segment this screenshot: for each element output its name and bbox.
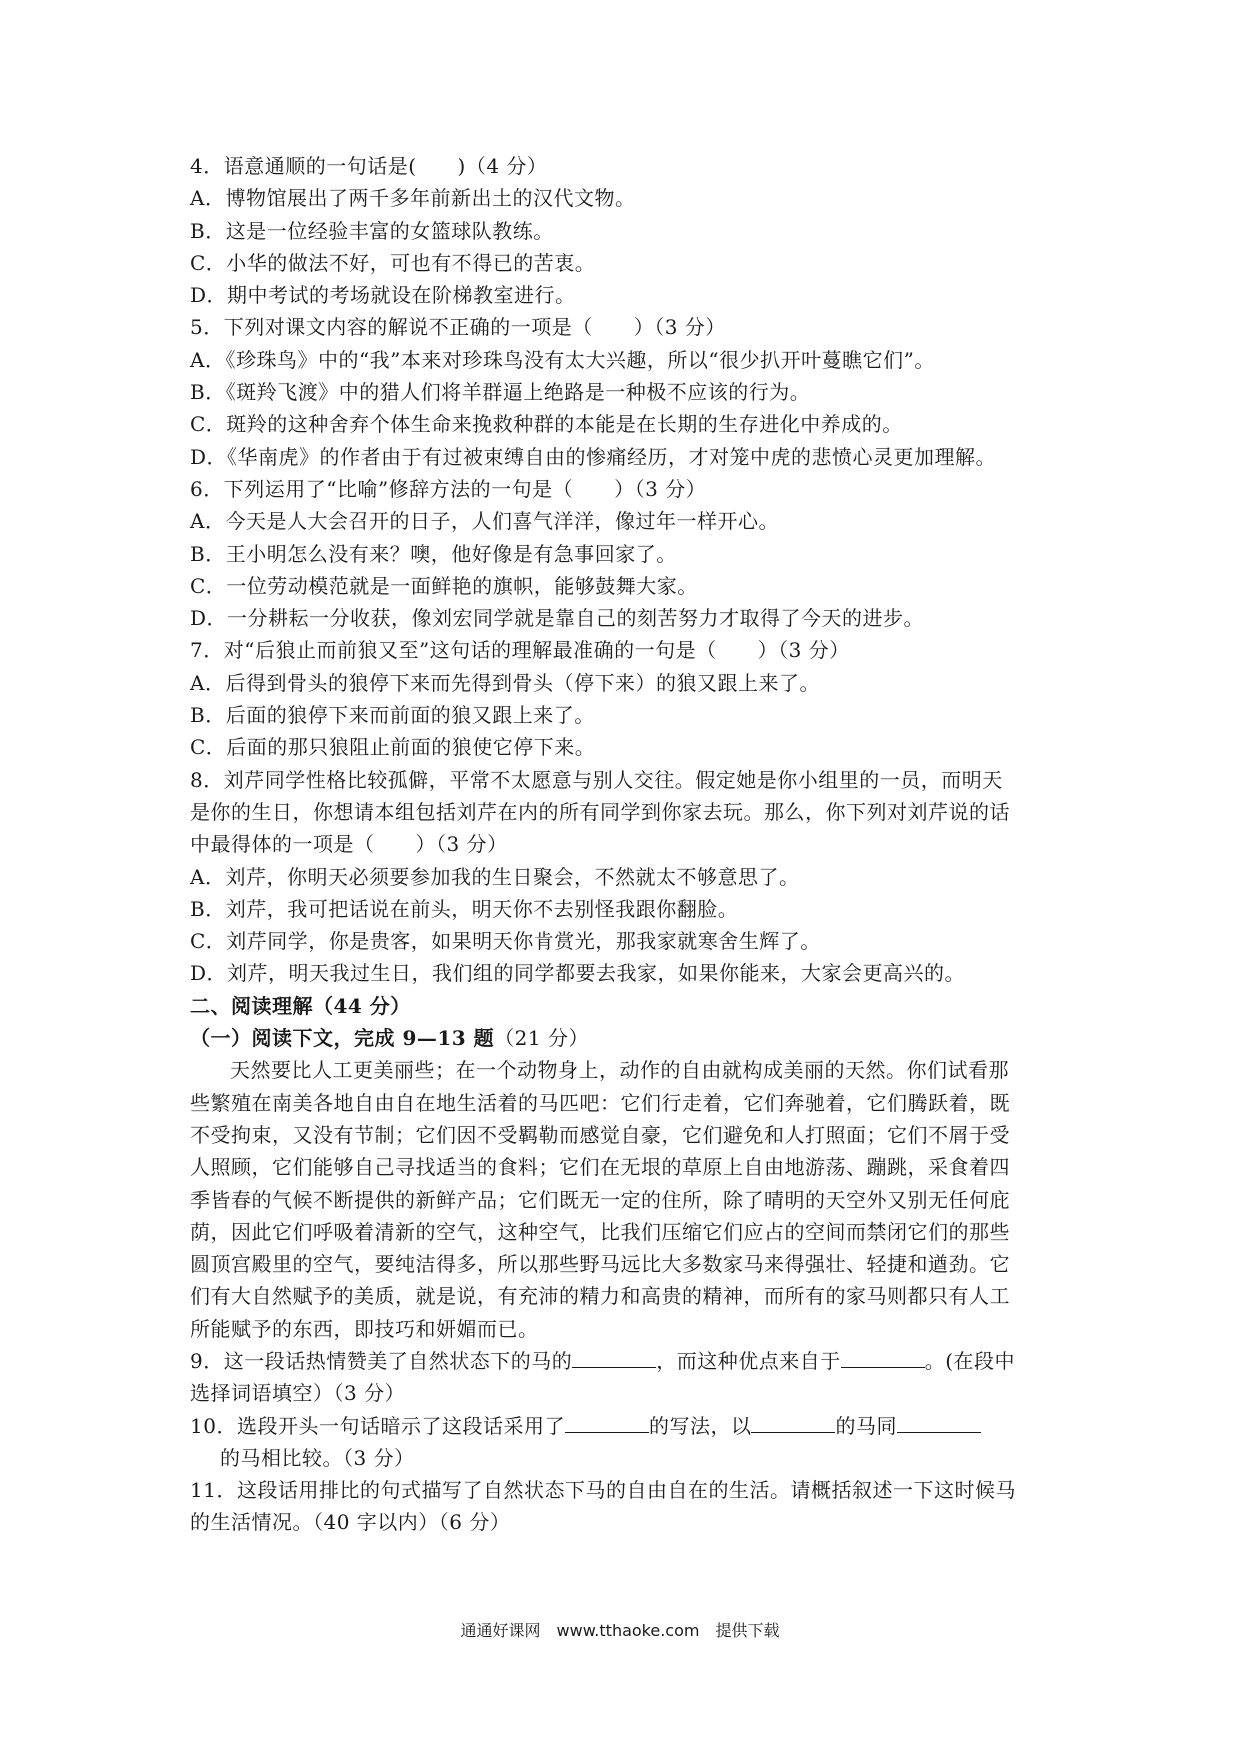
question-stem: 5．下列对课文内容的解说不正确的一项是（ ）（3 分） — [190, 315, 726, 340]
option-c: C．小华的做法不好，可也有不得已的苦衷。 — [190, 250, 596, 275]
answer-blank[interactable] — [897, 1412, 981, 1433]
answer-blank[interactable] — [565, 1412, 649, 1433]
option-d: D．一分耕耘一分收获，像刘宏同学就是靠自己的刻苦努力才取得了今天的进步。 — [190, 606, 925, 631]
q9-text-2: ，而这种优点来自于 — [656, 1348, 841, 1373]
option-a: A．后得到骨头的狼停下来而先得到骨头（停下来）的狼又跟上来了。 — [190, 670, 820, 695]
exam-content — [190, 150, 1020, 1539]
subsection-score: （21 分） — [494, 1026, 589, 1051]
subsection-heading: （一）阅读下文，完成 9—13 题 — [190, 1026, 495, 1051]
subsection-title — [190, 1022, 1020, 1054]
q10-text-1: 10．选段开头一句话暗示了这段话采用了 — [190, 1413, 565, 1438]
question-stem: 11．这段话用排比的句式描写了自然状态下马的自由自在的生活。请概括叙述一下这时候马的生活情况。（40 字以内）（6 分） — [190, 1478, 1016, 1535]
q10-line-1 — [190, 1410, 1020, 1442]
q10-text-4: 的马相比较。（3 分） — [220, 1445, 415, 1470]
section-reading — [190, 990, 1020, 1345]
option-d: D．《华南虎》的作者由于有过被束缚自由的惨痛经历，才对笼中虎的悲愤心灵更加理解。 — [190, 444, 997, 469]
question-stem: 4．语意通顺的一句话是( )（4 分） — [190, 154, 548, 178]
question-11 — [190, 1474, 1020, 1539]
question-10 — [190, 1410, 1020, 1475]
question-4 — [190, 150, 1020, 311]
option-b: B．王小明怎么没有来？噢，他好像是有急事回家了。 — [190, 541, 677, 566]
answer-blank[interactable] — [751, 1412, 835, 1433]
option-c: C．后面的那只狼阻止前面的狼使它停下来。 — [190, 735, 596, 760]
option-a: A．刘芹，你明天必须要参加我的生日聚会，不然就太不够意思了。 — [190, 864, 800, 889]
q9-text-3: 。(在段中选择词语填空）（3 分） — [190, 1348, 1016, 1406]
option-d: D．期中考试的考场就设在阶梯教室进行。 — [190, 283, 576, 308]
option-b: B．《斑羚飞渡》中的猎人们将羊群逼上绝路是一种极不应该的行为。 — [190, 380, 811, 405]
reading-passage: 天然要比人工更美丽些；在一个动物身上，动作的自由就构成美丽的天然。你们试看那些繁殖在南美各地自由自在地生活着的马匹吧：它们行走着，它们奔驰着，它们腾跃着，既不受拘束，又没有节制；它们因不受羁勒而感觉自豪，它们避免和人打照面；它们不屑于受人照顾，它们能够自己寻找适当的食料；它们在无垠的草原上自由地游荡、蹦跳，采食着四季皆春的气候不断提供的新鲜产品；它们既无一定的住所，除了晴明的天空外又别无任何庇荫，因此它们呼吸着清新的空气，这种空气，比我们压缩它们应占的空间而禁闭它们的那些圆顶宫殿里的空气，要纯洁得多，所以那些野马远比大多数家马来得强壮、轻捷和遒劲。它们有大自然赋予的美质，就是说，有充沛的精力和高贵的精神，而所有的家马则都只有人工所能赋予的东西，即技巧和妍媚而已。 — [190, 1058, 1010, 1341]
section-title: 二、阅读理解（44 分） — [190, 993, 411, 1018]
option-c: C．刘芹同学，你是贵客，如果明天你肯赏光，那我家就寒舍生辉了。 — [190, 929, 821, 954]
q9-text-1: 9．这一段话热情赞美了自然状态下的马的 — [190, 1348, 573, 1373]
question-5 — [190, 311, 1020, 472]
option-a: A．《珍珠鸟》中的“我”本来对珍珠鸟没有太大兴趣，所以“很少扒开叶蔓瞧它们”。 — [190, 347, 935, 372]
answer-blank[interactable] — [572, 1347, 656, 1368]
q10-text-3: 的马同 — [835, 1413, 897, 1438]
question-stem: 6．下列运用了“比喻”修辞方法的一句是（ ）（3 分） — [190, 476, 707, 501]
option-d: D．刘芹，明天我过生日，我们组的同学都要去我家，如果你能来，大家会更高兴的。 — [190, 961, 966, 986]
option-b: B．刘芹，我可把话说在前头，明天你不去别怪我跟你翻脸。 — [190, 896, 739, 921]
question-8 — [190, 764, 1020, 990]
question-6 — [190, 473, 1020, 634]
question-stem: 8．刘芹同学性格比较孤僻，平常不太愿意与别人交往。假定她是你小组里的一员，而明天是你的生日，你想请本组包括刘芹在内的所有同学到你家去玩。那么，你下列对刘芹说的话中最得体的一项是（ ）（3 分） — [190, 767, 1010, 857]
question-stem: 7．对“后狼止而前狼又至”这句话的理解最准确的一句是（ ）（3 分） — [190, 638, 850, 663]
option-b: B．后面的狼停下来而前面的狼又跟上来了。 — [190, 703, 595, 728]
option-c: C．一位劳动模范就是一面鲜艳的旗帜，能够鼓舞大家。 — [190, 573, 698, 598]
question-9 — [190, 1345, 1020, 1410]
option-a: A．今天是人大会召开的日子，人们喜气洋洋，像过年一样开心。 — [190, 509, 779, 534]
option-c: C．斑羚的这种舍弃个体生命来挽救种群的本能是在长期的生存进化中养成的。 — [190, 412, 903, 437]
option-a: A．博物馆展出了两千多年前新出土的汉代文物。 — [190, 186, 636, 211]
q10-text-2: 的写法，以 — [648, 1413, 752, 1438]
question-7 — [190, 634, 1020, 763]
option-b: B．这是一位经验丰富的女篮球队教练。 — [190, 218, 554, 243]
download-footer: 通通好课网 www.tthaoke.com 提供下载 — [460, 1621, 780, 1640]
answer-blank[interactable] — [841, 1347, 925, 1368]
